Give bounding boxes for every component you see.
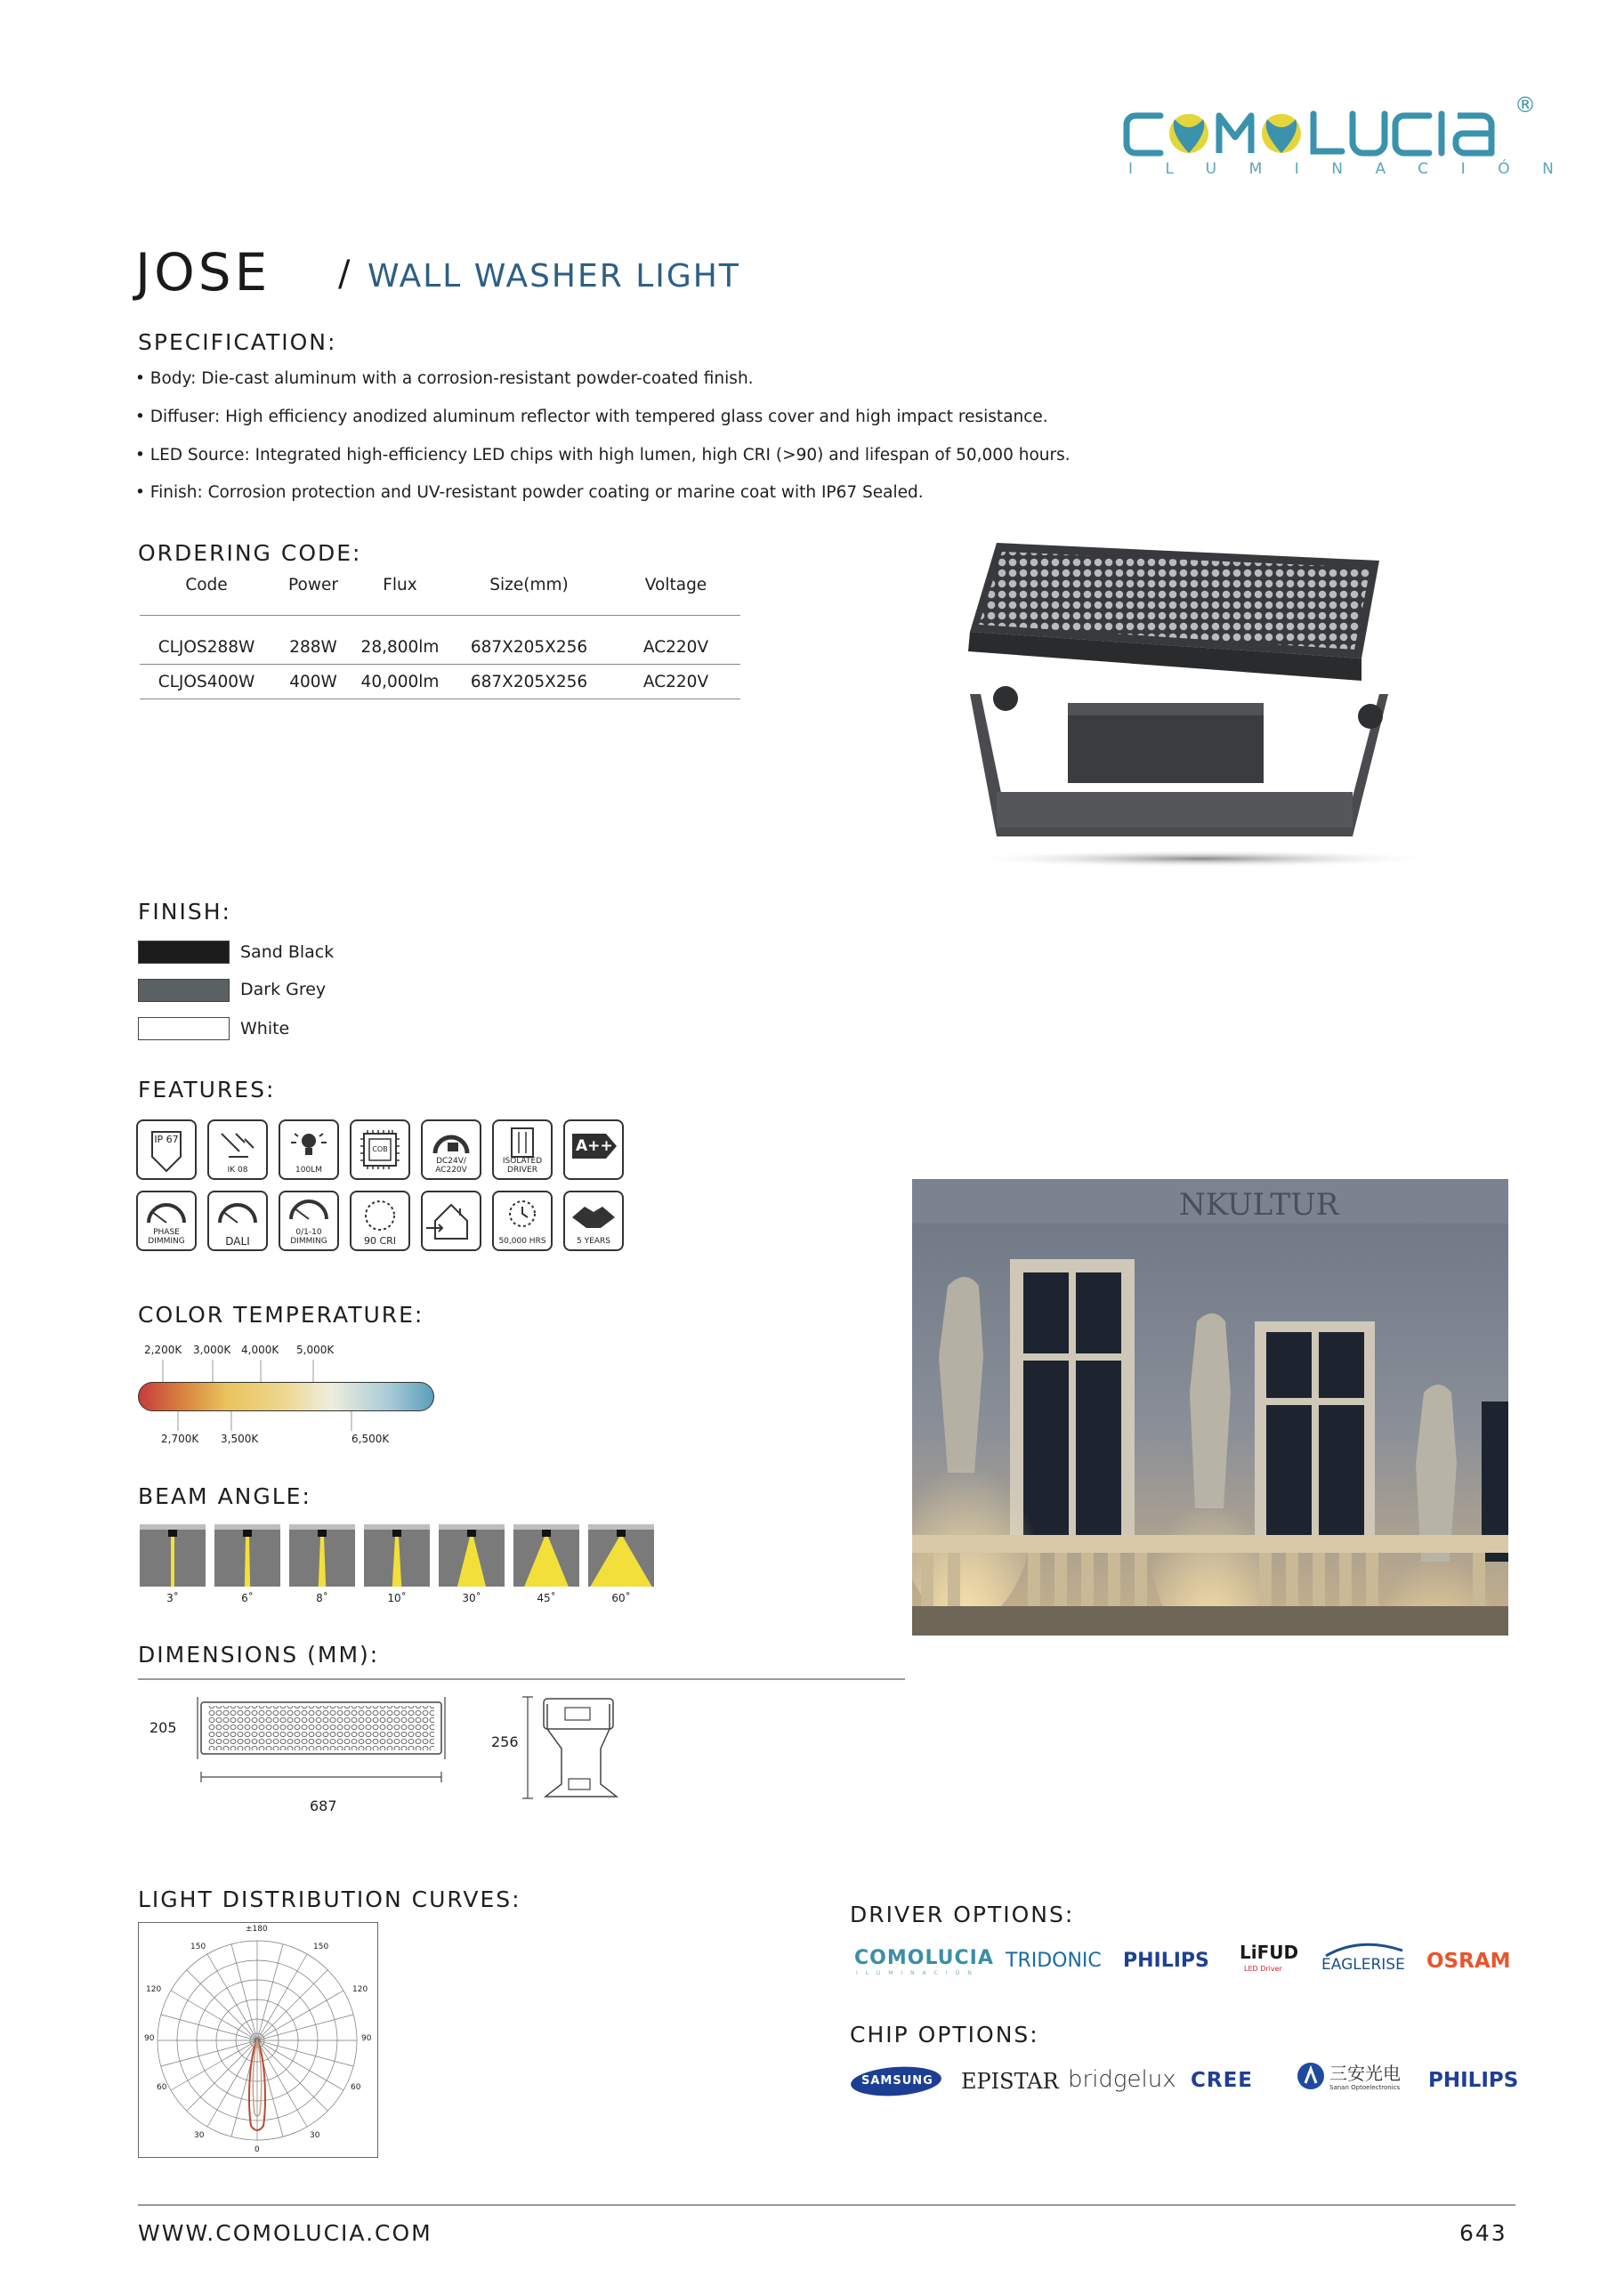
ordering-table — [140, 576, 740, 699]
warranty-handshake-icon — [563, 1191, 624, 1251]
cob-label: COB — [372, 1145, 388, 1153]
ct-bottom-3500: 3,500K — [221, 1433, 259, 1445]
beam-angle-label: 60˚ — [611, 1592, 631, 1604]
chip-logo-philips: PHILIPS — [1428, 2069, 1519, 2092]
voltage-plug-icon — [421, 1119, 481, 1180]
chip-logo-cree: CREE — [1191, 2069, 1254, 2092]
polar-label-90-left: 90 — [144, 2034, 155, 2043]
beam-box — [513, 1524, 579, 1587]
col-power: Power — [288, 576, 338, 594]
cell-power: 288W — [289, 637, 337, 657]
lumen-bulb-icon — [279, 1119, 339, 1180]
polar-label-60-right: 60 — [351, 2083, 361, 2092]
beam-angle-row — [140, 1524, 656, 1613]
col-flux: Flux — [383, 576, 417, 594]
polar-label-180: ±180 — [246, 1925, 268, 1934]
warranty-label: 5 YEARS — [577, 1237, 610, 1246]
chip-logo-samsung-text: SAMSUNG — [861, 2074, 933, 2088]
driver-logo-eaglerise: EAGLERISE — [1321, 1956, 1405, 1974]
spec-bullet-finish: • Finish: Corrosion protection and UV-resistant powder coating or marine coat with IP67 Sealed. — [135, 483, 924, 502]
driver-logo-osram: OSRAM — [1426, 1950, 1511, 1973]
ct-bottom-6500: 6,500K — [351, 1433, 390, 1445]
col-voltage: Voltage — [644, 576, 707, 594]
cell-voltage: AC220V — [642, 637, 709, 657]
driver-lifud-subtitle: LED Driver — [1244, 1965, 1282, 1973]
outdoor-house-icon — [421, 1191, 481, 1251]
polar-label-60-left: 60 — [157, 2083, 167, 2092]
beam-cone-icon — [364, 1524, 430, 1587]
polar-label-0: 0 — [255, 2145, 260, 2154]
col-code: Code — [185, 576, 228, 594]
finish-heading: FINISH: — [138, 899, 231, 925]
phase-dimming-label: PHASE DIMMING — [148, 1228, 185, 1246]
voltage-label: DC24V/ AC220V — [435, 1157, 467, 1175]
driver-options-heading: DRIVER OPTIONS: — [850, 1902, 1075, 1927]
lifespan-label: 50,000 HRS — [498, 1237, 546, 1246]
beam-box — [364, 1524, 430, 1587]
ordering-table-wrap — [140, 576, 740, 699]
beam-cone-icon — [588, 1524, 654, 1587]
sanan-logo-icon — [1297, 2062, 1325, 2094]
specification-heading: SPECIFICATION: — [138, 329, 337, 355]
driver-logo-lifud: LiFUD — [1240, 1942, 1299, 1963]
cell-size: 687X205X256 — [470, 637, 588, 657]
title-separator: / — [338, 254, 351, 295]
dim-width-label: 687 — [310, 1797, 337, 1814]
driver-logo-philips: PHILIPS — [1123, 1950, 1209, 1972]
svg-text:NKULTUR: NKULTUR — [1179, 1187, 1339, 1223]
beam-cone-icon — [140, 1524, 206, 1587]
cell-flux: 28,800lm — [360, 637, 440, 657]
ordering-heading: ORDERING CODE: — [138, 540, 362, 566]
cell-code: CLJOS288W — [158, 637, 255, 657]
beam-box — [140, 1524, 206, 1587]
energy-class-label: A++ — [576, 1137, 613, 1155]
finish-swatch-white — [138, 1017, 230, 1040]
cell-size: 687X205X256 — [470, 672, 588, 691]
polar-label-120-left: 120 — [146, 1985, 162, 1994]
page-number: 643 — [1459, 2220, 1507, 2246]
beam-box — [289, 1524, 355, 1587]
lifespan-clock-icon — [492, 1191, 553, 1251]
color-temp-heading: COLOR TEMPERATURE: — [138, 1302, 424, 1328]
registered-mark: ® — [1515, 93, 1536, 117]
polar-label-150-right: 150 — [313, 1943, 329, 1951]
dim-height-label: 205 — [149, 1719, 177, 1736]
beam-box — [588, 1524, 654, 1587]
cell-code: CLJOS400W — [158, 672, 255, 691]
finish-label-dark-grey: Dark Grey — [240, 980, 327, 999]
beam-angle-label: 30˚ — [462, 1592, 481, 1604]
chip-logo-sanan: 三安光电 — [1329, 2063, 1401, 2084]
dimensions-heading: DIMENSIONS (MM): — [138, 1642, 380, 1668]
beam-angle-heading: BEAM ANGLE: — [138, 1483, 311, 1509]
finish-label-sand-black: Sand Black — [240, 942, 335, 962]
dimensions-rule — [138, 1678, 905, 1680]
beam-cone-icon — [214, 1524, 280, 1587]
cri-label: 90 CRI — [363, 1235, 397, 1247]
chip-logo-bridgelux: bridgelux — [1068, 2066, 1176, 2093]
beam-angle-label: 3˚ — [166, 1592, 179, 1604]
analog-dimming-label: 0/1-10 DIMMING — [290, 1228, 327, 1246]
beam-cone-icon — [439, 1524, 505, 1587]
ik08-label: IK 08 — [227, 1166, 248, 1175]
ct-top-5000: 5,000K — [296, 1344, 335, 1356]
ik08-icon — [207, 1119, 268, 1180]
isolated-driver-label: ISOLATED DRIVER — [502, 1157, 543, 1175]
beam-angle-label: 45˚ — [537, 1592, 556, 1604]
features-heading: FEATURES: — [138, 1077, 276, 1103]
polar-label-120-right: 120 — [352, 1985, 368, 1994]
phase-dimming-icon — [136, 1191, 197, 1251]
ct-bottom-2700: 2,700K — [161, 1433, 199, 1445]
ct-top-4000: 4,000K — [241, 1344, 279, 1356]
chip-logo-samsung — [850, 2064, 943, 2098]
spec-bullet-led: • LED Source: Integrated high-efficiency LED chips with high lumen, high CRI (>90) and lifespan of 50,000 hours. — [135, 446, 1071, 464]
dali-icon — [207, 1191, 268, 1251]
spec-bullet-body: • Body: Die-cast aluminum with a corrosion-resistant powder-coated finish. — [135, 369, 754, 388]
table-row — [140, 665, 740, 699]
footer-rule — [138, 2204, 1515, 2206]
cell-flux: 40,000lm — [360, 672, 440, 691]
ordering-header-row — [140, 576, 740, 616]
beam-cone-icon — [289, 1524, 355, 1587]
product-name: JOSE — [135, 242, 271, 303]
beam-angle-label: 10˚ — [387, 1592, 407, 1604]
dimension-drawing-side — [521, 1695, 618, 1802]
lumen-label: 100LM — [295, 1166, 322, 1175]
cell-voltage: AC220V — [642, 672, 709, 691]
beam-box — [439, 1524, 505, 1587]
chip-sanan-subtitle: Sanan Optoelectronics — [1329, 2084, 1401, 2091]
isolated-driver-icon — [492, 1119, 553, 1180]
product-image — [943, 525, 1442, 881]
finish-label-white: White — [240, 1019, 290, 1038]
polar-label-150-left: 150 — [190, 1943, 206, 1951]
ip67-icon — [136, 1119, 197, 1180]
beam-angle-label: 8˚ — [316, 1592, 328, 1604]
finish-swatch-dark-grey — [138, 979, 230, 1002]
dim-depth-label: 256 — [491, 1733, 519, 1750]
light-distribution-heading: LIGHT DISTRIBUTION CURVES: — [138, 1886, 521, 1912]
polar-label-30-right: 30 — [310, 2131, 320, 2140]
table-row — [140, 630, 740, 665]
spec-bullet-diffuser: • Diffuser: High efficiency anodized aluminum reflector with tempered glass cover and high impact resistance. — [135, 408, 1048, 426]
beam-cone-icon — [513, 1524, 579, 1587]
product-type: WALL WASHER LIGHT — [368, 258, 740, 295]
beam-box — [214, 1524, 280, 1587]
ct-top-2200: 2,200K — [144, 1344, 182, 1356]
finish-swatch-sand-black — [138, 941, 230, 964]
polar-label-90-right: 90 — [361, 2034, 372, 2043]
analog-dimming-icon — [279, 1191, 339, 1251]
polar-label-30-left: 30 — [194, 2131, 205, 2140]
brand-subtitle: ILUMINACIÓN — [1128, 160, 1587, 178]
chip-options-heading: CHIP OPTIONS: — [850, 2022, 1039, 2048]
dimension-drawing-front — [194, 1695, 452, 1793]
cob-chip-icon — [350, 1119, 410, 1180]
driver-logo-comolucia: COMOLUCIA — [854, 1947, 994, 1969]
energy-class-icon — [563, 1119, 624, 1180]
cri-icon — [350, 1191, 410, 1251]
cell-power: 400W — [289, 672, 337, 691]
application-photo — [912, 1179, 1508, 1636]
chip-logo-epistar: EPISTAR — [961, 2069, 1059, 2094]
polar-diagram — [138, 1922, 378, 2158]
driver-logo-tridonic: TRIDONIC — [1006, 1950, 1102, 1972]
driver-comolucia-subtitle: ILUMINACIÓN — [856, 1970, 980, 1976]
ip67-label: IP 67 — [154, 1134, 179, 1145]
dali-label: DALI — [225, 1235, 250, 1248]
footer-url[interactable]: WWW.COMOLUCIA.COM — [138, 2220, 432, 2246]
col-size: Size(mm) — [489, 576, 569, 594]
ct-top-3000: 3,000K — [193, 1344, 231, 1356]
beam-angle-label: 6˚ — [241, 1592, 254, 1604]
